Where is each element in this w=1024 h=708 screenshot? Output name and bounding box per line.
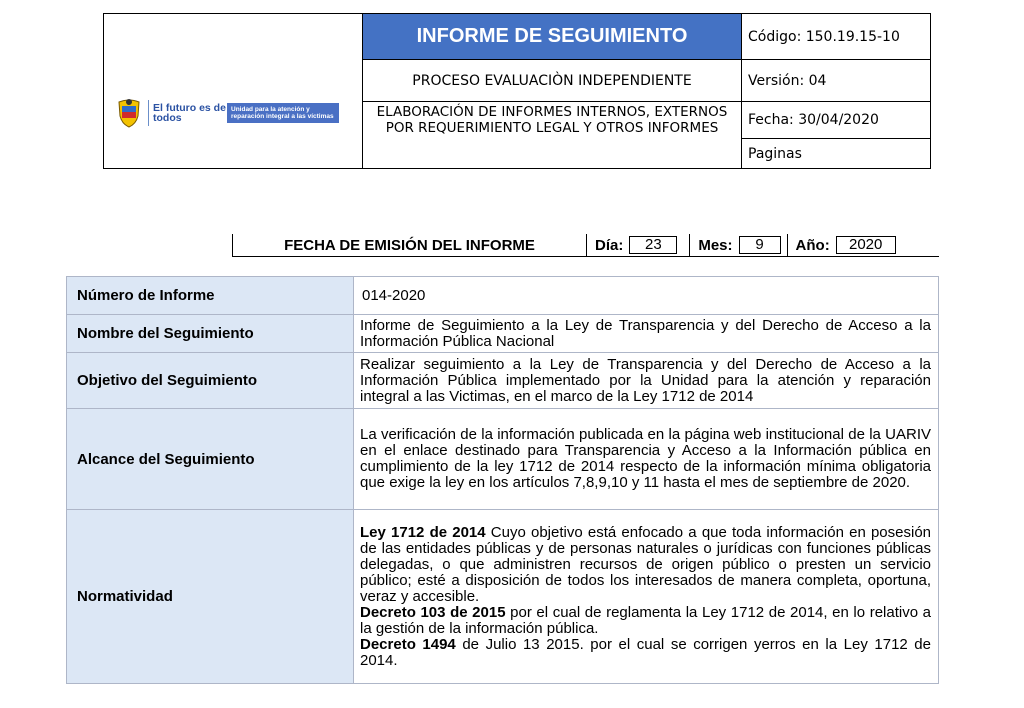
month-label: Mes: bbox=[698, 236, 733, 254]
emission-date-bar bbox=[232, 234, 939, 257]
regulations-value bbox=[354, 510, 939, 684]
regulation-title: Decreto 103 de 2015 bbox=[360, 603, 506, 621]
report-number-label: Número de Informe bbox=[67, 277, 354, 315]
follow-up-name-value: Informe de Seguimiento a la Ley de Transparencia y del Derecho de Acceso a la Información Pública Nacional bbox=[354, 315, 939, 353]
logo-cell bbox=[104, 14, 363, 169]
regulation-text: por el cual de reglamenta la Ley 1712 de 2014, en lo relativo a la gestión de la información pública. bbox=[360, 603, 931, 637]
scope-label: Alcance del Seguimiento bbox=[67, 409, 354, 510]
scope-value: La verificación de la información publicada en la página web institucional de la UARIV en el enlace destinado para Transparencia y Acceso a la Información pública en cumplimiento de la ley 1712 de 2014 respecto de la información mínima obligatoria que exige la ley en los artículos 7,8,9,10 y 11 hasta el mes de septiembre de 2020. bbox=[354, 409, 939, 510]
year-value: 2020 bbox=[836, 236, 896, 254]
table-row bbox=[67, 409, 939, 510]
regulation-paragraph bbox=[360, 605, 931, 637]
document-header bbox=[103, 13, 931, 169]
objective-label: Objetivo del Seguimiento bbox=[67, 353, 354, 409]
regulation-text: de Julio 13 2015. por el cual se corrigen yerros en la Ley 1712 de 2014. bbox=[360, 635, 931, 669]
document-code: Código: 150.19.15-10 bbox=[742, 14, 931, 60]
regulation-text: Cuyo objetivo está enfocado a que toda información en posesión de las entidades públicas y de personas naturales o jurídicas con funciones públicas delegadas, o que administren recursos de origen público o presten un servicio público; esté a disposición de todos los interesados de manera completa, oportuna, veraz y accesible. bbox=[360, 523, 932, 605]
regulation-title: Ley 1712 de 2014 bbox=[360, 523, 486, 541]
logo-unit-badge: Unidad para la atención y reparación integral a las víctimas bbox=[227, 103, 339, 123]
document-date: Fecha: 30/04/2020 bbox=[742, 102, 931, 139]
document-pages: Paginas bbox=[742, 139, 931, 169]
process-name: PROCESO EVALUACIÒN INDEPENDIENTE bbox=[363, 60, 742, 102]
day-value: 23 bbox=[629, 236, 677, 254]
colombia-crest-icon bbox=[116, 98, 142, 128]
report-number-value: 014-2020 bbox=[354, 277, 939, 315]
regulation-paragraph bbox=[360, 525, 931, 605]
table-row bbox=[67, 315, 939, 353]
document-version: Versión: 04 bbox=[742, 60, 931, 102]
table-row bbox=[67, 510, 939, 684]
follow-up-name-label: Nombre del Seguimiento bbox=[67, 315, 354, 353]
logo-divider bbox=[148, 100, 149, 126]
month-value: 9 bbox=[739, 236, 781, 254]
year-label: Año: bbox=[795, 236, 830, 254]
table-row bbox=[67, 353, 939, 409]
regulation-paragraph bbox=[360, 637, 931, 669]
emission-title: FECHA DE EMISIÓN DEL INFORME bbox=[284, 236, 535, 254]
day-label: Día: bbox=[595, 236, 624, 254]
objective-value: Realizar seguimiento a la Ley de Transparencia y del Derecho de Acceso a la Información Pública implementado por la Unidad para la atención y reparación integral a las Victimas, en el marco de la Ley 1712 de 2014 bbox=[354, 353, 939, 409]
logo-slogan: El futuro es de todos bbox=[153, 102, 226, 124]
table-row bbox=[67, 277, 939, 315]
regulations-label: Normatividad bbox=[67, 510, 354, 684]
government-logo bbox=[116, 98, 339, 128]
report-title: INFORME DE SEGUIMIENTO bbox=[363, 14, 742, 60]
elaboration-name: ELABORACIÓN DE INFORMES INTERNOS, EXTERNOS POR REQUERIMIENTO LEGAL Y OTROS INFORMES bbox=[363, 102, 742, 169]
regulation-title: Decreto 1494 bbox=[360, 635, 456, 653]
report-info-table bbox=[66, 276, 939, 684]
